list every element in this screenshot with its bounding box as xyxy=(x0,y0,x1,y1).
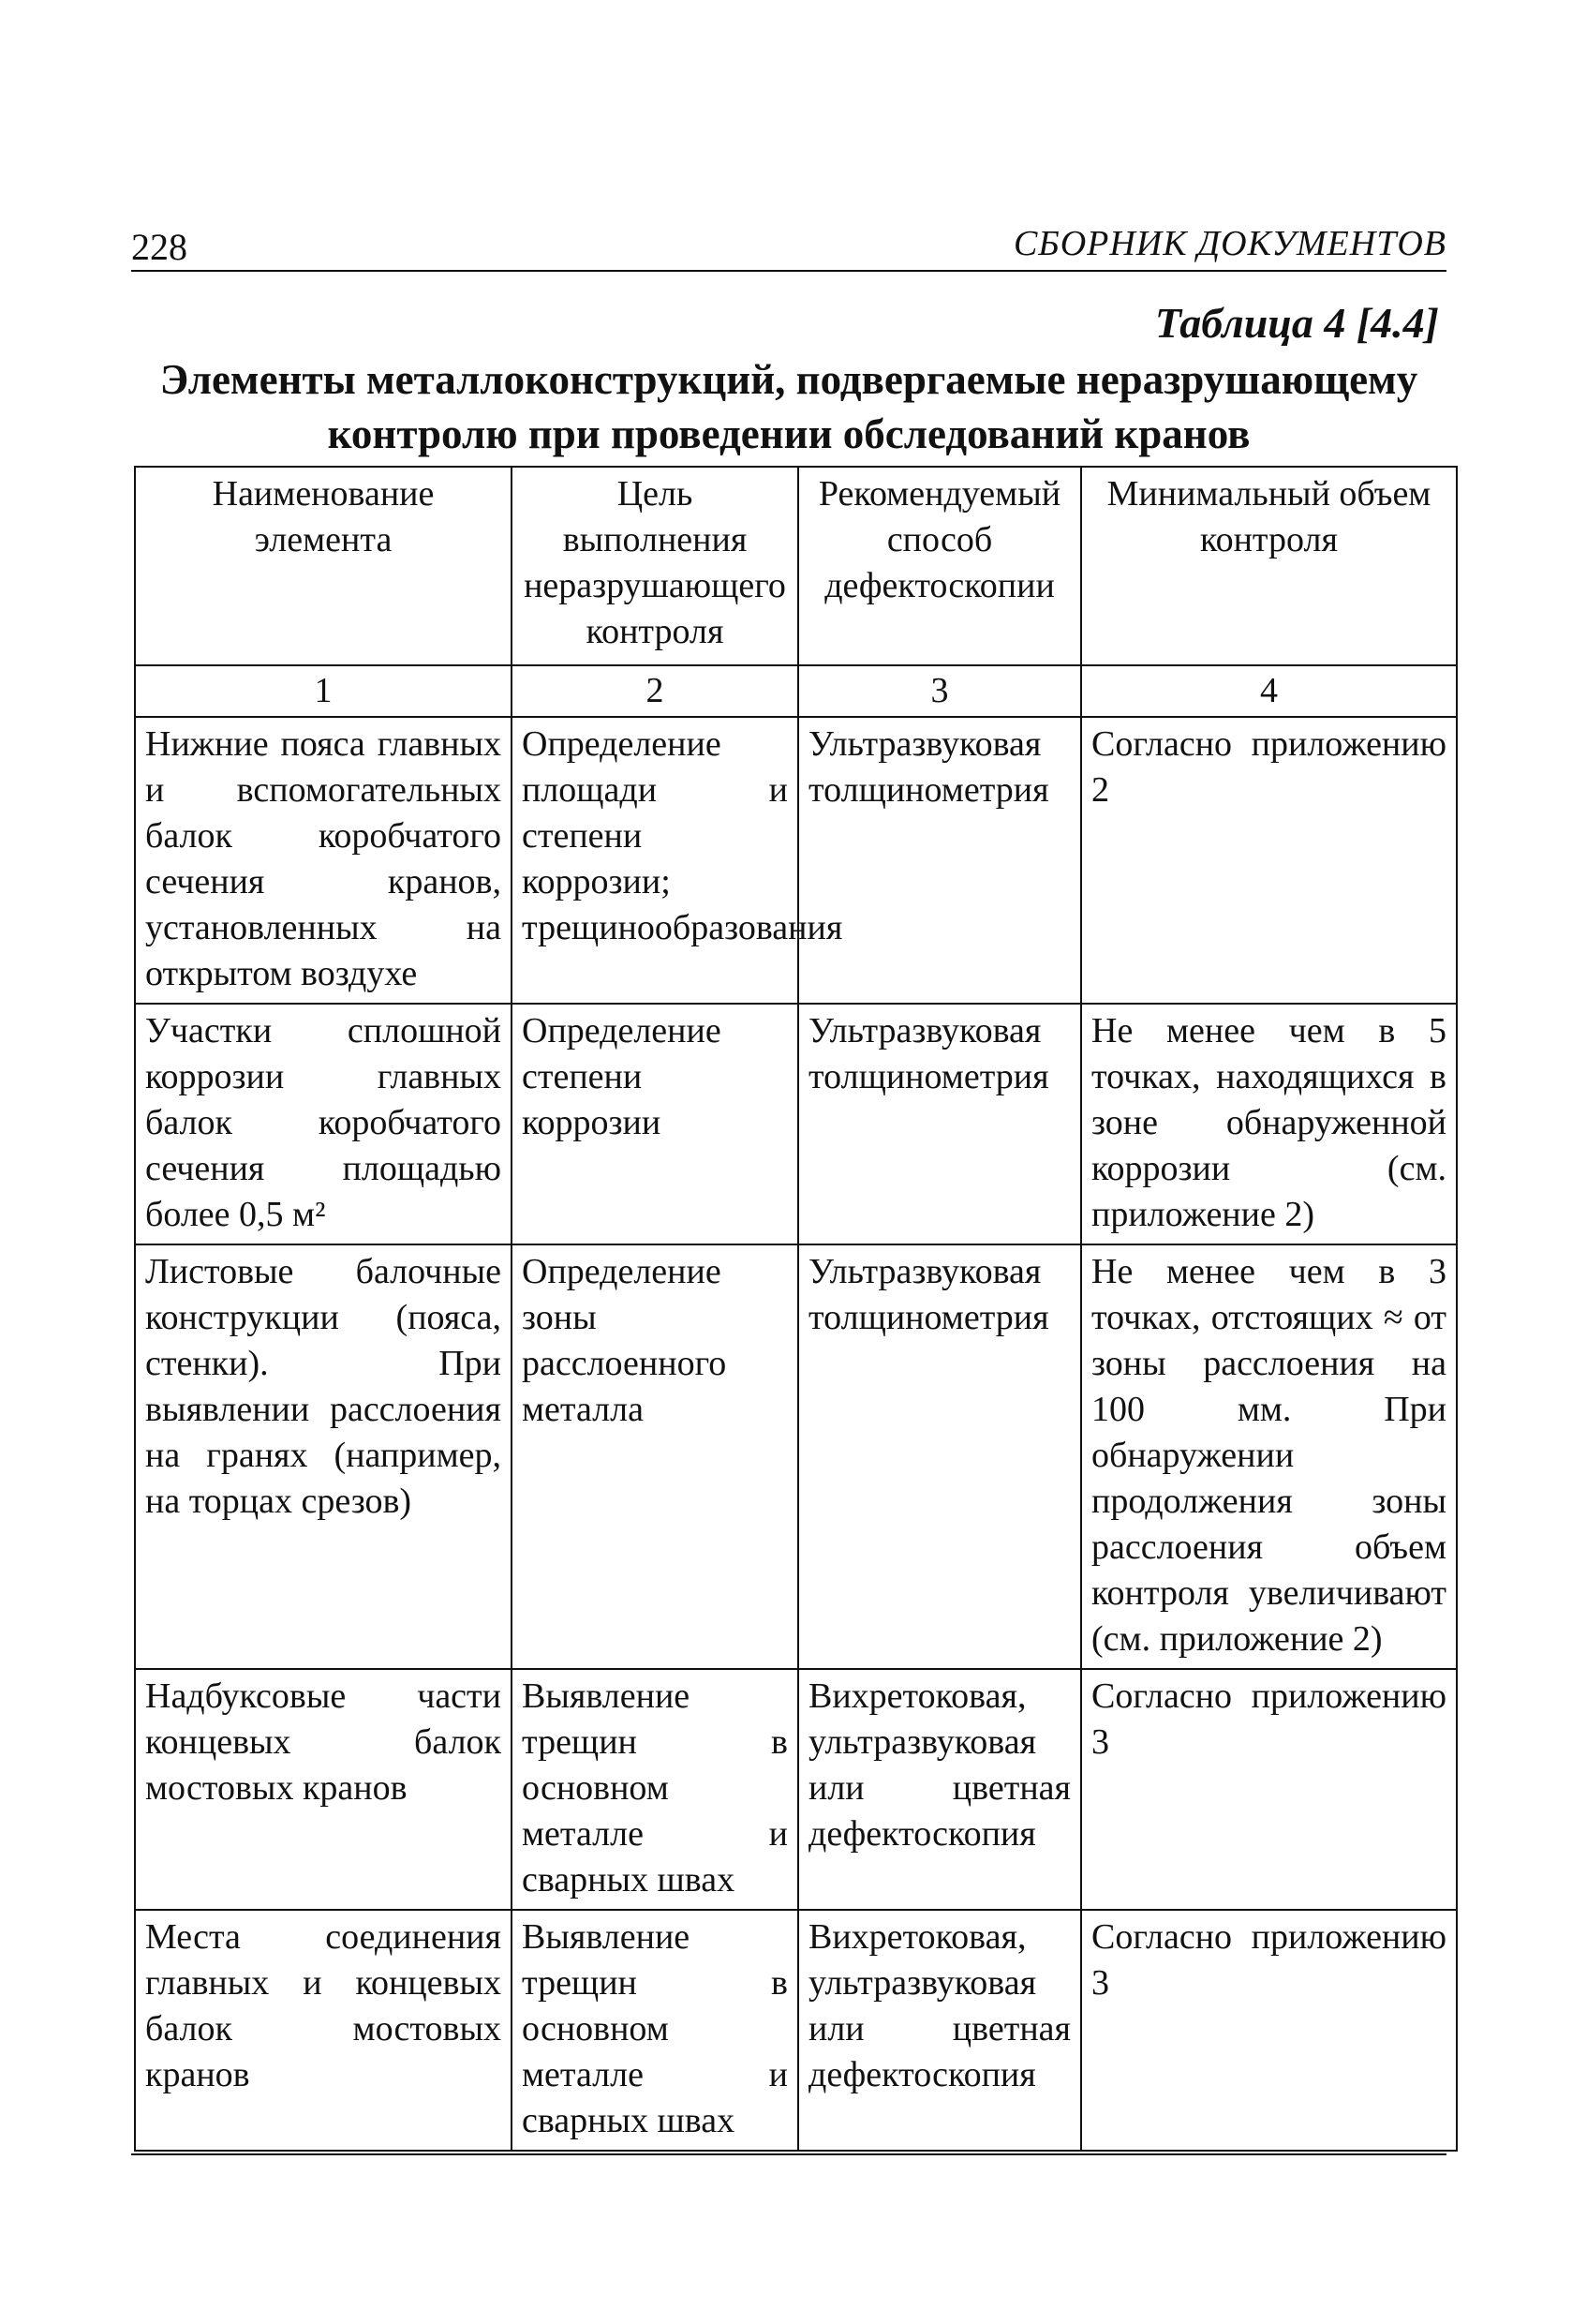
table-heading xyxy=(131,352,1446,461)
table-header-row xyxy=(135,467,1457,665)
table-heading-line-1: Элементы металлоконструкций, подвергаемые неразрушающему xyxy=(159,356,1418,403)
column-number-row xyxy=(135,665,1457,717)
cell-element: Участки сплошной коррозии главных балок коробчатого сечения площадью более 0,5 м² xyxy=(135,1004,512,1244)
column-header-method: Рекомендуемый способ дефектоскопии xyxy=(798,467,1081,665)
table-row xyxy=(135,1244,1457,1669)
cell-purpose: Определение зоны расслоенного металла xyxy=(512,1244,798,1669)
cell-volume: Согласно приложению 2 xyxy=(1081,717,1457,1004)
cell-volume: Согласно приложению 3 xyxy=(1081,1669,1457,1910)
cell-element: Листовые балочные конструкции (пояса, стенки). При выявлении расслоения на гранях (например, на торцах срезов) xyxy=(135,1244,512,1669)
table-row xyxy=(135,1004,1457,1244)
column-number: 3 xyxy=(798,665,1081,717)
footer-rule xyxy=(131,2153,1446,2155)
cell-element: Места соединения главных и концевых балок мостовых кранов xyxy=(135,1910,512,2151)
cell-method: Ультразвуковая толщинометрия xyxy=(798,1004,1081,1244)
column-number: 2 xyxy=(512,665,798,717)
column-header-purpose: Цель выполнения неразрушающего контроля xyxy=(512,467,798,665)
cell-method: Вихретоковая, ультразвуковая или цветная дефектоскопия xyxy=(798,1669,1081,1910)
cell-purpose: Определение степени коррозии xyxy=(512,1004,798,1244)
cell-method: Вихретоковая, ультразвуковая или цветная дефектоскопия xyxy=(798,1910,1081,2151)
cell-purpose: Выявление трещин в основном металле и сварных швах xyxy=(512,1669,798,1910)
cell-volume: Согласно приложению 3 xyxy=(1081,1910,1457,2151)
column-number: 4 xyxy=(1081,665,1457,717)
cell-volume: Не менее чем в 5 точках, находящихся в зоне обнаруженной коррозии (см. приложение 2) xyxy=(1081,1004,1457,1244)
header-rule xyxy=(131,270,1446,272)
cell-purpose: Выявление трещин в основном металле и сварных швах xyxy=(512,1910,798,2151)
cell-volume: Не менее чем в 3 точках, отстоящих ≈ от зоны расслоения на 100 мм. При обнаружении продолжения зоны расслоения объем контроля увеличивают (см. приложение 2) xyxy=(1081,1244,1457,1669)
cell-purpose: Определение площади и степени коррозии; трещинообразования xyxy=(512,717,798,1004)
running-title: СБОРНИК ДОКУМЕНТОВ xyxy=(1013,224,1446,263)
table-row xyxy=(135,1669,1457,1910)
column-header-element: Наименование элемента xyxy=(135,467,512,665)
table-label: Таблица 4 [4.4] xyxy=(1154,299,1439,347)
column-header-volume: Минимальный объем контроля xyxy=(1081,467,1457,665)
cell-element: Надбуксовые части концевых балок мостовых кранов xyxy=(135,1669,512,1910)
column-number: 1 xyxy=(135,665,512,717)
page-number: 228 xyxy=(131,226,187,268)
table-heading-line-2: контролю при проведении обследований кранов xyxy=(327,410,1251,457)
cell-element: Нижние пояса главных и вспомогательных балок коробчатого сечения кранов, установленных на открытом воздухе xyxy=(135,717,512,1004)
inspection-table xyxy=(134,466,1458,2152)
table-row xyxy=(135,1910,1457,2151)
cell-method: Ультразвуковая толщинометрия xyxy=(798,717,1081,1004)
table-row xyxy=(135,717,1457,1004)
cell-method: Ультразвуковая толщинометрия xyxy=(798,1244,1081,1669)
